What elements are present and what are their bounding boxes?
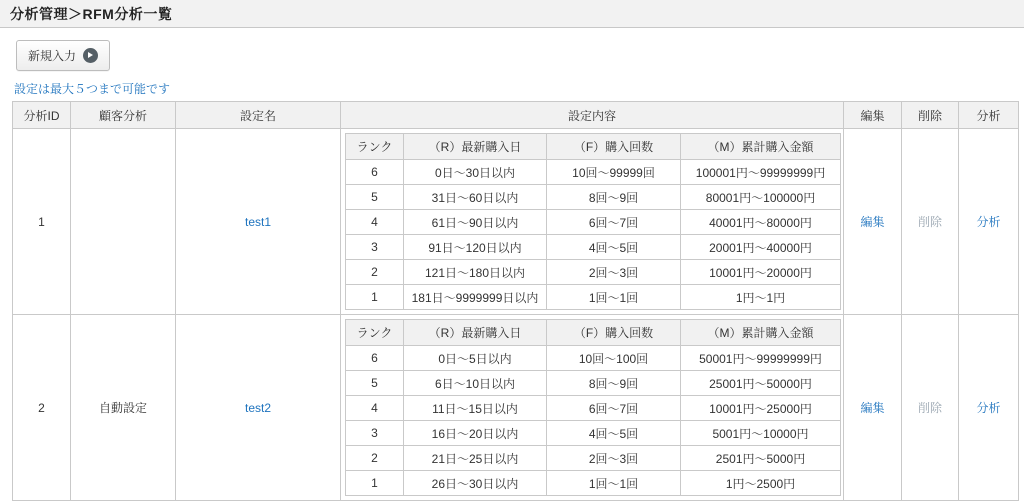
col-rank-header: ランク — [346, 134, 404, 160]
cell-customer-analysis — [71, 129, 176, 315]
delete-link[interactable]: 削除 — [917, 215, 942, 229]
col-recency-header: （R）最新購入日 — [404, 134, 547, 160]
cell-customer-analysis: 自動設定 — [71, 315, 176, 501]
cell-recency: 121日〜180日以内 — [404, 260, 547, 285]
cell-rank: 1 — [346, 285, 404, 310]
cell-rank: 5 — [346, 371, 404, 396]
rank-row — [346, 446, 841, 471]
cell-frequency: 1回〜1回 — [547, 471, 681, 496]
col-frequency-header: （F）購入回数 — [547, 134, 681, 160]
rank-row — [346, 285, 841, 310]
toolbar — [0, 28, 1024, 77]
col-rank-header: ランク — [346, 320, 404, 346]
cell-frequency: 6回〜7回 — [547, 210, 681, 235]
cell-rank: 2 — [346, 446, 404, 471]
col-customer-analysis: 顧客分析 — [71, 102, 176, 129]
cell-rank: 4 — [346, 396, 404, 421]
page-header — [0, 0, 1024, 28]
cell-analysis-id: 2 — [13, 315, 71, 501]
rank-definition-table — [345, 133, 841, 310]
cell-analyze — [959, 129, 1019, 315]
cell-rank: 6 — [346, 346, 404, 371]
cell-recency: 181日〜9999999日以内 — [404, 285, 547, 310]
cell-monetary: 40001円〜80000円 — [681, 210, 841, 235]
cell-setting-name — [176, 315, 341, 501]
edit-link[interactable]: 編集 — [860, 215, 885, 229]
cell-rank: 5 — [346, 185, 404, 210]
cell-recency: 6日〜10日以内 — [404, 371, 547, 396]
rank-row — [346, 346, 841, 371]
cell-frequency: 8回〜9回 — [547, 185, 681, 210]
cell-delete — [902, 315, 959, 501]
cell-rank: 3 — [346, 235, 404, 260]
cell-setting-content — [341, 129, 844, 315]
cell-monetary: 2501円〜5000円 — [681, 446, 841, 471]
cell-monetary: 100001円〜99999999円 — [681, 160, 841, 185]
table-body — [13, 129, 1019, 501]
cell-analysis-id: 1 — [13, 129, 71, 315]
col-recency-header: （R）最新購入日 — [404, 320, 547, 346]
cell-recency: 16日〜20日以内 — [404, 421, 547, 446]
setting-name-link[interactable]: test1 — [244, 214, 271, 229]
cell-frequency: 4回〜5回 — [547, 421, 681, 446]
cell-recency: 26日〜30日以内 — [404, 471, 547, 496]
cell-monetary: 5001円〜10000円 — [681, 421, 841, 446]
col-delete: 削除 — [902, 102, 959, 129]
cell-monetary: 10001円〜25000円 — [681, 396, 841, 421]
table-row — [13, 315, 1019, 501]
cell-monetary: 1円〜1円 — [681, 285, 841, 310]
cell-frequency: 2回〜3回 — [547, 260, 681, 285]
cell-recency: 91日〜120日以内 — [404, 235, 547, 260]
rank-row — [346, 421, 841, 446]
cell-frequency: 10回〜100回 — [547, 346, 681, 371]
cell-monetary: 1円〜2500円 — [681, 471, 841, 496]
analyze-link[interactable]: 分析 — [976, 215, 1001, 229]
cell-frequency: 6回〜7回 — [547, 396, 681, 421]
rank-row — [346, 235, 841, 260]
col-edit: 編集 — [844, 102, 902, 129]
cell-analyze — [959, 315, 1019, 501]
col-setting-content: 設定内容 — [341, 102, 844, 129]
cell-rank: 6 — [346, 160, 404, 185]
cell-frequency: 10回〜99999回 — [547, 160, 681, 185]
cell-edit — [844, 315, 902, 501]
cell-rank: 3 — [346, 421, 404, 446]
cell-edit — [844, 129, 902, 315]
rank-row — [346, 185, 841, 210]
rank-definition-table — [345, 319, 841, 496]
col-setting-name: 設定名 — [176, 102, 341, 129]
cell-recency: 0日〜30日以内 — [404, 160, 547, 185]
rank-row — [346, 210, 841, 235]
cell-delete — [902, 129, 959, 315]
cell-monetary: 20001円〜40000円 — [681, 235, 841, 260]
col-analysis-id: 分析ID — [13, 102, 71, 129]
rank-row — [346, 396, 841, 421]
delete-link[interactable]: 削除 — [917, 401, 942, 415]
cell-setting-name — [176, 129, 341, 315]
col-monetary-header: （M）累計購入金額 — [681, 320, 841, 346]
cell-recency: 11日〜15日以内 — [404, 396, 547, 421]
table-header-row — [13, 102, 1019, 129]
rank-row — [346, 160, 841, 185]
limit-note: 設定は最大５つまで可能です — [14, 82, 171, 96]
cell-monetary: 10001円〜20000円 — [681, 260, 841, 285]
rank-row — [346, 471, 841, 496]
rank-row — [346, 260, 841, 285]
cell-rank: 4 — [346, 210, 404, 235]
rfm-analysis-table — [12, 101, 1019, 501]
col-analyze: 分析 — [959, 102, 1019, 129]
table-row — [13, 129, 1019, 315]
new-entry-button[interactable] — [16, 40, 110, 71]
cell-monetary: 25001円〜50000円 — [681, 371, 841, 396]
cell-frequency: 8回〜9回 — [547, 371, 681, 396]
analyze-link[interactable]: 分析 — [976, 401, 1001, 415]
cell-monetary: 80001円〜100000円 — [681, 185, 841, 210]
cell-recency: 61日〜90日以内 — [404, 210, 547, 235]
breadcrumb: 分析管理＞RFM分析一覧 — [10, 5, 173, 22]
new-entry-button-label: 新規入力 — [28, 49, 77, 63]
edit-link[interactable]: 編集 — [860, 401, 885, 415]
cell-recency: 21日〜25日以内 — [404, 446, 547, 471]
cell-rank: 2 — [346, 260, 404, 285]
cell-rank: 1 — [346, 471, 404, 496]
cell-frequency: 1回〜1回 — [547, 285, 681, 310]
cell-recency: 31日〜60日以内 — [404, 185, 547, 210]
setting-name-link[interactable]: test2 — [244, 400, 271, 415]
cell-frequency: 2回〜3回 — [547, 446, 681, 471]
cell-frequency: 4回〜5回 — [547, 235, 681, 260]
cell-monetary: 50001円〜99999999円 — [681, 346, 841, 371]
cell-recency: 0日〜5日以内 — [404, 346, 547, 371]
col-monetary-header: （M）累計購入金額 — [681, 134, 841, 160]
col-frequency-header: （F）購入回数 — [547, 320, 681, 346]
rank-row — [346, 371, 841, 396]
cell-setting-content — [341, 315, 844, 501]
arrow-right-circle-icon — [83, 48, 98, 63]
